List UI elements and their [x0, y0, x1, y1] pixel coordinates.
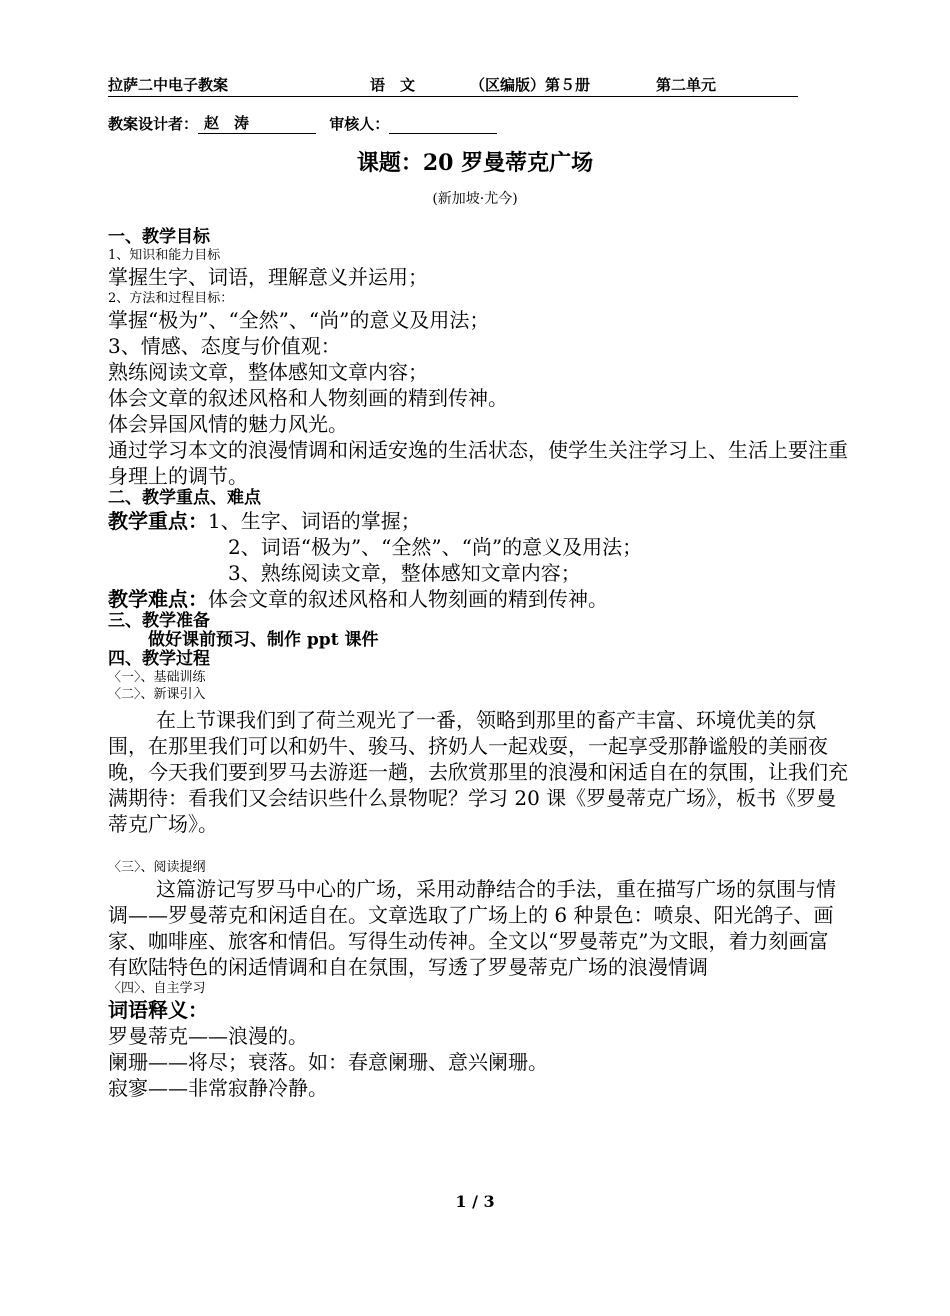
section-heading: 二、教学重点、难点: [108, 488, 261, 508]
body-line: 熟练阅读文章，整体感知文章内容；: [108, 360, 428, 384]
vocab-item: 寂寥——非常寂静冷静。: [108, 1076, 328, 1100]
difficulty-label: 教学难点：: [108, 587, 208, 611]
step-label: 〈三〉、阅读提纲: [108, 860, 206, 875]
outline-paragraph: 这篇游记写罗马中心的广场，采用动静结合的手法，重在描写广场的氛围与情调——罗曼蒂克和闲适自在。文章选取了广场上的 6 种景色：喷泉、阳光鸽子、画家、咖啡座、旅客和情侣。写得生动传神。全文以“罗曼蒂克”为文眼，着力刻画富有欧陆特色的闲适情调和自在氛围，写透了罗曼蒂克广场的浪漫情调: [108, 877, 836, 979]
step-label: 〈四〉、自主学习: [108, 981, 206, 996]
difficulty-item: 体会文章的叙述风格和人物刻画的精到传神。: [208, 587, 608, 611]
page-header: [108, 74, 798, 97]
designer-name: 赵 涛: [198, 112, 316, 134]
section-heading: 一、教学目标: [108, 227, 210, 247]
reviewer-label: 审核人：: [329, 115, 390, 133]
step-label: 〈一〉、基础训练: [108, 670, 206, 685]
key-points: [108, 508, 848, 534]
header-unit: 第二单元: [656, 76, 717, 94]
body-paragraph: 通过学习本文的浪漫情调和闲适安逸的生活状态，使学生关注学习上、生活上要注重身理上的调节。: [108, 438, 848, 488]
designer-line: [108, 112, 497, 134]
document-body: [108, 228, 848, 1101]
key-label: 教学重点：: [108, 509, 208, 533]
spacer: [108, 837, 848, 859]
body-line: 体会异国风情的魅力风光。: [108, 412, 348, 436]
key-item: 1、生字、词语的掌握；: [208, 509, 421, 533]
vocab-item: 阑珊——将尽；衰落。如：春意阑珊、意兴阑珊。: [108, 1050, 548, 1074]
body-line: 体会文章的叙述风格和人物刻画的精到传神。: [108, 386, 508, 410]
section-heading: 四、教学过程: [108, 649, 210, 669]
step-label: 〈二〉、新课引入: [108, 687, 206, 702]
section-heading: 三、教学准备: [108, 611, 210, 631]
subsection-label: 2、方法和过程目标：: [108, 291, 234, 306]
lesson-title: 课题：20 罗曼蒂克广场: [356, 150, 594, 176]
intro-paragraph: 在上节课我们到了荷兰观光了一番，领略到那里的畜产丰富、环境优美的氛围，在那里我们可以和奶牛、骏马、挤奶人一起戏耍，一起享受那静谧般的美丽夜晚，今天我们要到罗马去游逛一趟，去欣赏那里的浪漫和闲适自在的氛围，让我们充满期待：看我们又会结识些什么景物呢？学习 20 课《罗曼蒂克广场》，板书《罗曼蒂克广场》。: [108, 708, 848, 836]
header-edition: （区编版）第５册: [470, 76, 591, 94]
header-subject: 语 文: [370, 76, 416, 94]
body-line: 掌握生字、词语，理解意义并运用；: [108, 265, 428, 289]
body-line: 掌握“极为”、“全然”、“尚”的意义及用法；: [108, 308, 490, 332]
key-item: 2、词语“极为”、“全然”、“尚”的意义及用法；: [228, 535, 643, 559]
key-item: 3、熟练阅读文章，整体感知文章内容；: [228, 561, 581, 585]
vocab-heading: 词语释义：: [108, 998, 208, 1022]
difficulty-points: [108, 586, 848, 612]
preparation-line: 做好课前预习、制作 ppt 课件: [148, 630, 379, 650]
reviewer-name: [389, 117, 497, 134]
vocab-item: 罗曼蒂克——浪漫的。: [108, 1024, 308, 1048]
subsection-label: 1、知识和能力目标: [108, 248, 221, 263]
header-school: 拉萨二中电子教案: [108, 76, 229, 94]
page-number: 1 / 3: [455, 1192, 495, 1211]
body-line: 3、情感、态度与价值观：: [108, 334, 341, 358]
designer-label: 教案设计者：: [108, 115, 199, 133]
lesson-subtitle: (新加坡·尤今): [432, 191, 518, 207]
